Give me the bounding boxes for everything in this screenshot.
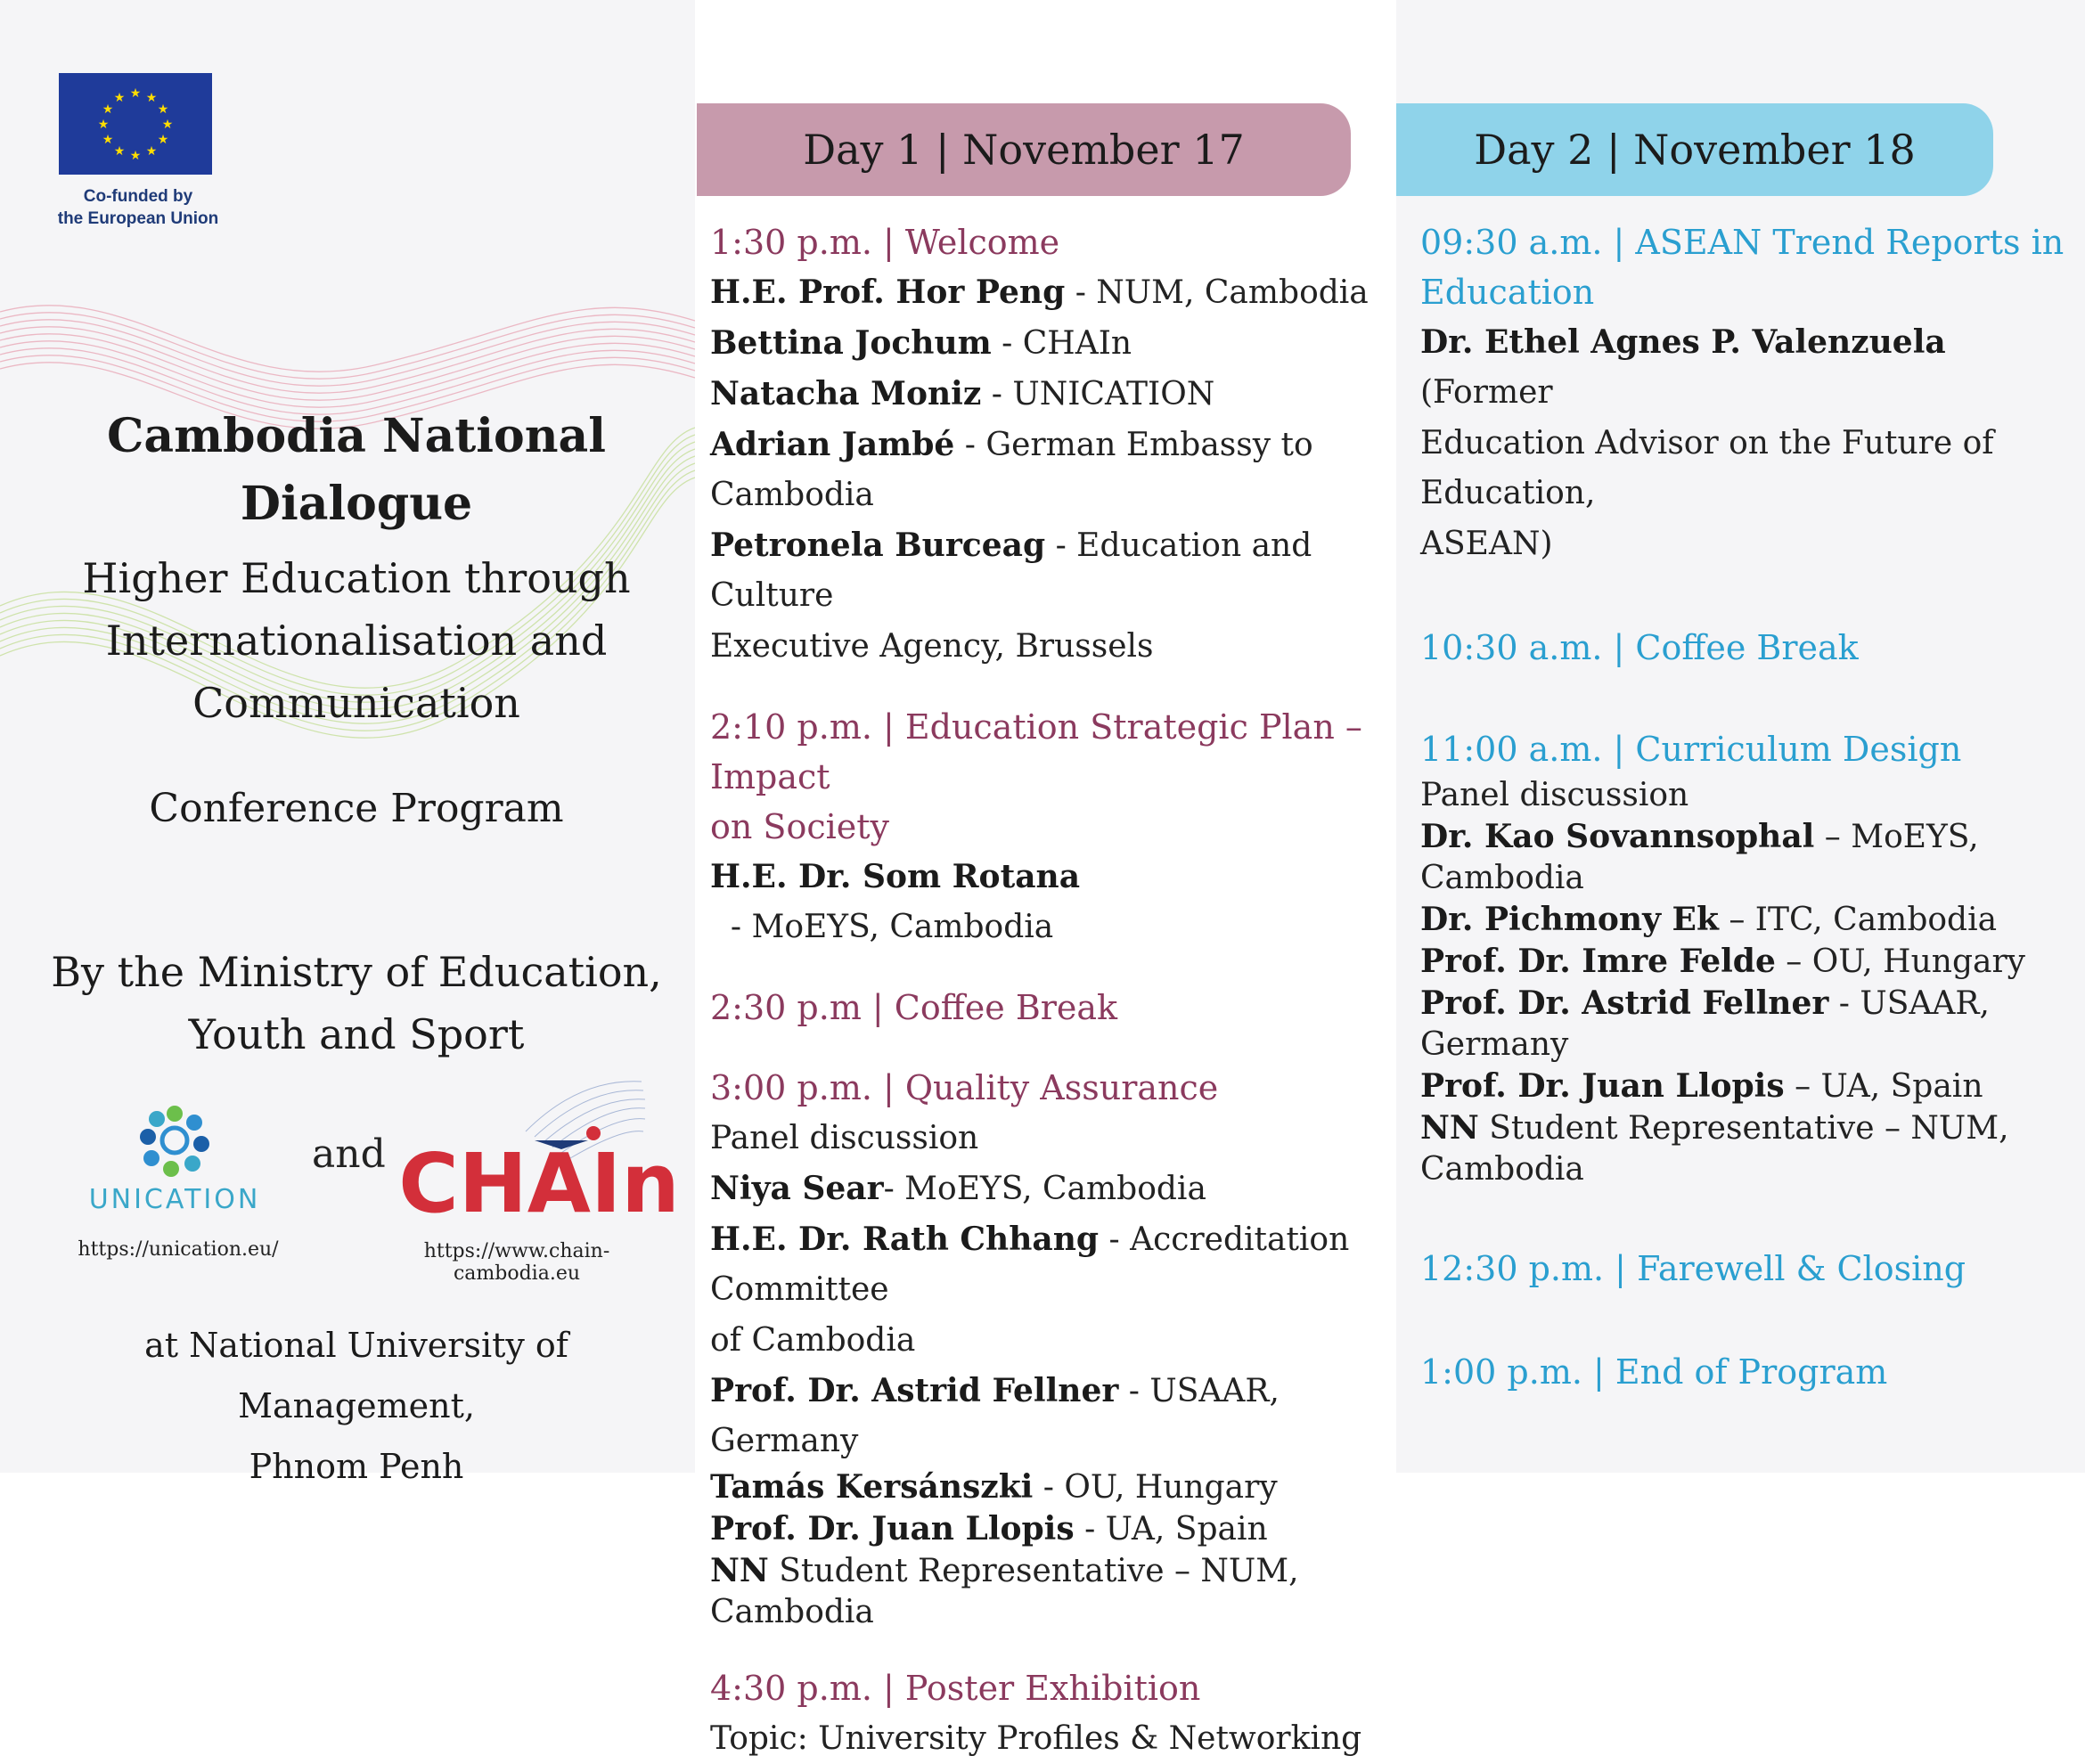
program-label: Conference Program — [149, 786, 564, 831]
speaker-line: Dr. Pichmony Ek – ITC, Cambodia — [1420, 901, 1998, 938]
svg-text:★: ★ — [129, 149, 142, 163]
slot-coffee-break — [710, 983, 1396, 1033]
svg-text:★: ★ — [157, 133, 169, 147]
unication-url[interactable]: https://unication.eu/ — [78, 1238, 279, 1261]
slot-heading: 2:10 p.m. | Education Strategic Plan – Impact — [710, 707, 1362, 796]
organizer-text: By the Ministry of Education, Youth and Sport — [51, 948, 662, 1058]
conference-title: Cambodia National Dialogue — [107, 409, 606, 531]
day2-schedule — [1420, 217, 2085, 1397]
day1-header: Day 1 | November 17 — [697, 103, 1351, 196]
slot-welcome — [710, 217, 1396, 672]
panel-label: Panel discussion — [710, 1120, 979, 1156]
svg-text:★: ★ — [113, 144, 126, 159]
slot-heading: 12:30 p.m. | Farewell & Closing — [1420, 1249, 1966, 1288]
slot-heading: 11:00 a.m. | Curriculum Design — [1420, 730, 1962, 769]
slot-heading: 3:00 p.m. | Quality Assurance — [710, 1068, 1219, 1107]
speaker-line: Prof. Dr. Juan Llopis - UA, Spain — [710, 1510, 1268, 1548]
slot-heading: 1:00 p.m. | End of Program — [1420, 1352, 1888, 1392]
speaker-line: NN Student Representative – NUM, Cambodia — [710, 1552, 1299, 1630]
day2-header: Day 2 | November 18 — [1396, 103, 1993, 196]
speaker-line: ASEAN) — [1420, 526, 1553, 562]
speaker-line: Prof. Dr. Juan Llopis – UA, Spain — [1420, 1067, 1983, 1105]
speaker-line: Bettina Jochum - CHAIn — [710, 324, 1132, 362]
speaker-line: Adrian Jambé - German Embassy to Cambodia — [710, 426, 1313, 513]
slot-heading: 1:30 p.m. | Welcome — [710, 223, 1060, 262]
slot-curriculum-design — [1420, 724, 2085, 1190]
slot-heading: 4:30 p.m. | Poster Exhibition — [710, 1669, 1201, 1708]
speaker-line: Prof. Dr. Astrid Fellner - USAAR, Germany — [1420, 984, 1990, 1063]
left-panel — [0, 0, 695, 1486]
svg-text:★: ★ — [102, 133, 114, 147]
slot-quality-assurance — [710, 1063, 1396, 1633]
slot-end-of-program — [1420, 1347, 2085, 1397]
slot-asean-trend-reports — [1420, 217, 2085, 569]
speaker-line: NN Student Representative – NUM, Cambodia — [1420, 1109, 2009, 1188]
panel-label: Panel discussion — [1420, 777, 1689, 813]
speaker-line: Prof. Dr. Astrid Fellner - USAAR, Germany — [710, 1372, 1280, 1459]
slot-heading: 10:30 a.m. | Coffee Break — [1420, 628, 1859, 667]
slot-coffee-break — [1420, 623, 2085, 673]
svg-text:UNICATION: UNICATION — [88, 1184, 261, 1215]
svg-text:★: ★ — [145, 91, 158, 105]
eu-flag-icon — [59, 73, 212, 175]
speaker-line: H.E. Prof. Hor Peng - NUM, Cambodia — [710, 274, 1369, 311]
speaker-line: Dr. Kao Sovannsophal – MoEYS, Cambodia — [1420, 818, 1979, 896]
svg-text:★: ★ — [113, 91, 126, 105]
slot-farewell-closing — [1420, 1244, 2085, 1294]
and-text: and — [312, 1131, 386, 1177]
speaker-line: Prof. Dr. Imre Felde – OU, Hungary — [1420, 943, 2026, 980]
speaker-line: Dr. Ethel Agnes P. Valenzuela (Former — [1420, 323, 1946, 411]
speaker-line: of Cambodia — [710, 1322, 916, 1359]
speaker-line: H.E. Dr. Rath Chhang - Accreditation Committee — [710, 1221, 1350, 1308]
decorative-waves — [0, 267, 695, 820]
speaker-line: Tamás Kersánszki - OU, Hungary — [710, 1468, 1278, 1506]
unication-logo-icon — [59, 1094, 290, 1219]
speaker-line: Petronela Burceag - Education and Culture — [710, 527, 1312, 614]
eu-funding-text: Co-funded by the European Union — [57, 187, 219, 228]
slot-poster-exhibition — [710, 1663, 1396, 1764]
day1-schedule — [710, 217, 1396, 1764]
speaker-line: Natacha Moniz - UNICATION — [710, 375, 1215, 412]
conference-subtitle: Higher Education through Internationalisation and Communication — [82, 554, 631, 727]
slot-heading: 09:30 a.m. | ASEAN Trend Reports in — [1420, 223, 2065, 262]
svg-text:CHAIn: CHAIn — [398, 1136, 680, 1231]
speaker-line: Niya Sear- MoEYS, Cambodia — [710, 1170, 1206, 1207]
slot-education-strategic-plan — [710, 702, 1396, 952]
chain-url[interactable]: https://www.chain-cambodia.eu — [423, 1240, 610, 1285]
svg-text:★: ★ — [129, 86, 142, 101]
slot-heading: 2:30 p.m | Coffee Break — [710, 988, 1118, 1027]
slot-heading: Education — [1420, 273, 1595, 312]
slot-heading: on Society — [710, 807, 890, 846]
svg-text:★: ★ — [157, 102, 169, 117]
speaker-line: Executive Agency, Brussels — [710, 628, 1154, 665]
speaker-line: H.E. Dr. Som Rotana - MoEYS, Cambodia — [710, 858, 1081, 945]
svg-text:★: ★ — [102, 102, 114, 117]
topic-line: Topic: University Profiles & Networking — [710, 1720, 1362, 1757]
chain-logo-icon — [398, 1078, 680, 1231]
svg-text:★: ★ — [97, 118, 110, 132]
speaker-line: Education Advisor on the Future of Education, — [1420, 425, 1994, 511]
svg-text:★: ★ — [145, 144, 158, 159]
svg-text:★: ★ — [161, 118, 174, 132]
venue-text: at National University of Management, Phnom Penh — [144, 1326, 568, 1486]
